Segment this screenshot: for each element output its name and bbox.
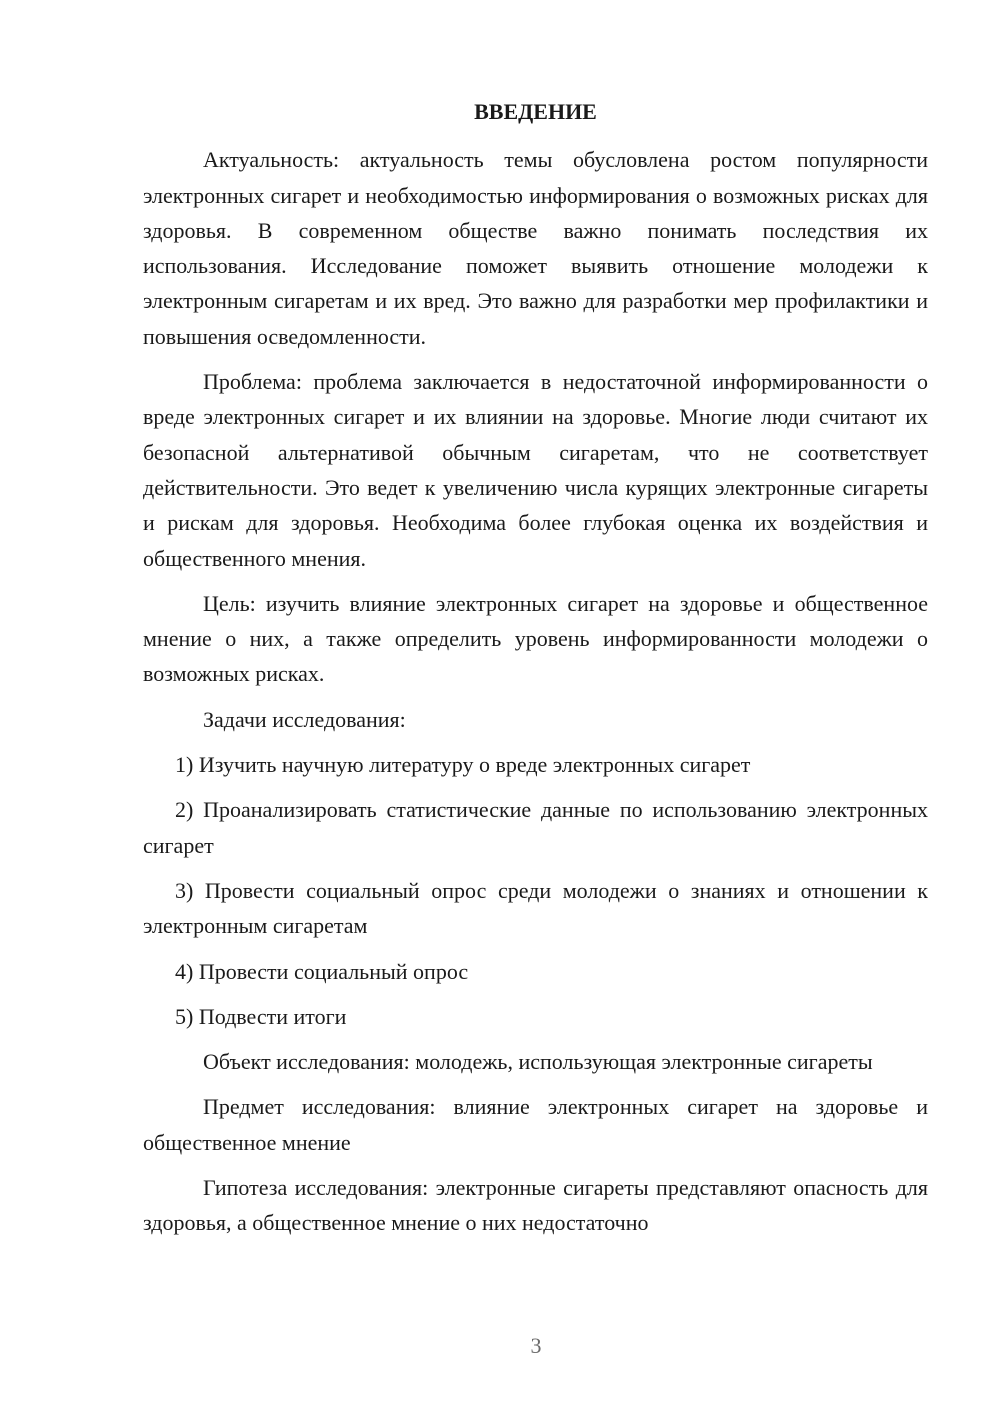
task-item: 4) Провести социальный опрос (175, 958, 469, 984)
task-item: 3) Провести социальный опрос среди молодежи о знаниях и отношении к электронным сигаретам (143, 877, 928, 939)
tasks-heading: Задачи исследования: (203, 706, 406, 732)
page-content (143, 94, 928, 1251)
goal-paragraph: Цель: изучить влияние электронных сигарет на здоровье и общественное мнение о них, а также определить уровень информированности молодежи о возможных рисках. (143, 590, 928, 687)
page-number: 3 (530, 1333, 542, 1358)
page-title: ВВЕДЕНИЕ (474, 99, 597, 124)
hypothesis-paragraph: Гипотеза исследования: электронные сигареты представляют опасность для здоровья, а общественное мнение о них недостаточно (143, 1175, 928, 1236)
task-item: 1) Изучить научную литературу о вреде электронных сигарет (175, 752, 751, 778)
problem-paragraph: Проблема: проблема заключается в недостаточной информированности о вреде электронных сигарет и их влиянии на здоровье. Многие люди считают их безопасной альтернативой обычным сигаретам, что не соответствует действительности. Это ведет к увеличению числа курящих электронные сигареты и рискам для здоровья. Необходима более глубокая оценка их воздействия и общественного мнения. (143, 369, 928, 571)
research-subject-paragraph: Предмет исследования: влияние электронных сигарет на здоровье и общественное мнение (143, 1094, 928, 1155)
research-object-paragraph: Объект исследования: молодежь, использующая электронные сигареты (203, 1049, 873, 1075)
task-item: 2) Проанализировать статистические данные по использованию электронных сигарет (143, 797, 928, 858)
task-item: 5) Подвести итоги (175, 1003, 347, 1029)
relevance-paragraph: Актуальность: актуальность темы обусловлена ростом популярности электронных сигарет и необходимостью информирования о возможных рисках для здоровья. В современном обществе важно понимать последствия их использования. Исследование поможет выявить отношение молодежи к электронным сигаретам и их вред. Это важно для разработки мер профилактики и повышения осведомленности. (143, 147, 928, 349)
